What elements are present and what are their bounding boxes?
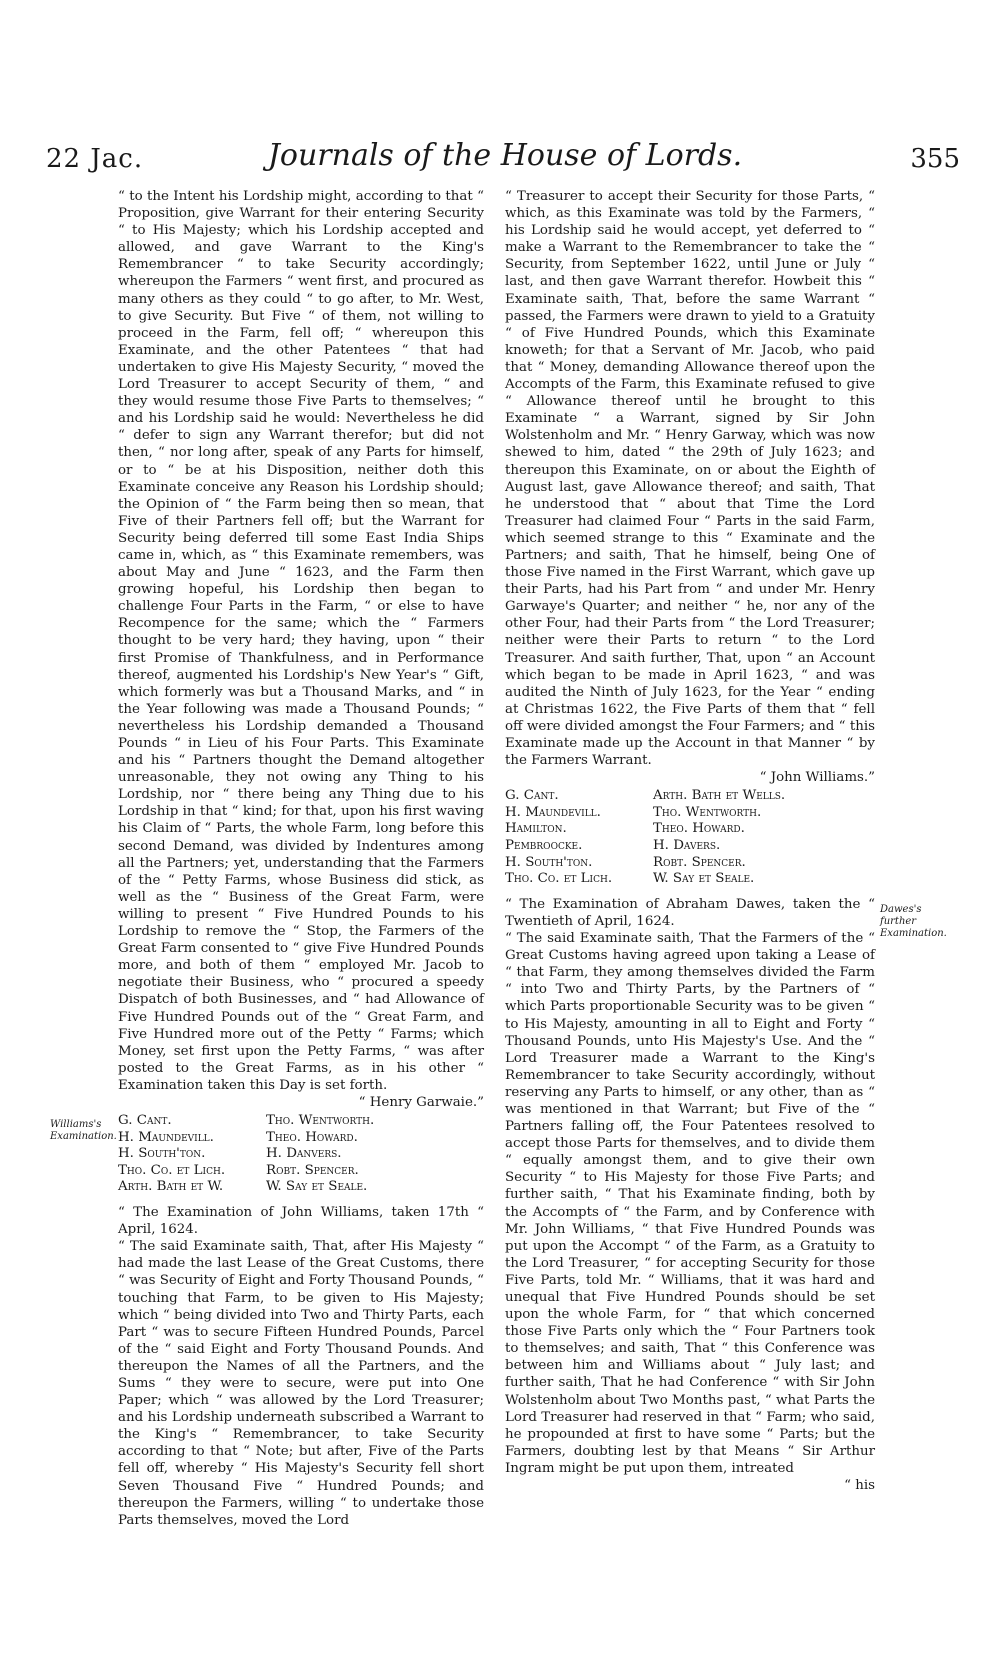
signer: H. South'ton.	[118, 1146, 206, 1162]
signer: H. Maundevill.	[505, 804, 601, 820]
garwaie-examination-text: “ to the Intent his Lordship might, according to that “ Proposition, give Warrant for their entering Security “ to His Majesty; which his Lordship accepted and allowed, and gave Warrant to the King's Remembrancer “ to take Security accordingly; whereupon the Farmers “ went first, and procured as many others as they could “ to go after, to Mr. West, to give Security. But Five “ of them, not willing to proceed in the Farm, fell off; “ whereupon this Examinate, and the other Patentees “ that had undertaken to give His Majesty Security, “ moved the Lord Treasurer to accept Security of them, “ and they would resume those Five Parts to themselves; “ and his Lordship said he would: Nevertheless he did “ defer to sign any Warrant therefor; but did not then, “ nor long after, speak of any Parts for himself, or to “ be at his Disposition, neither doth this Examinate conceive any Reason his Lordship should; the Opinion of “ the Farm being then so mean, that Five of their Partners fell off; but the Warrant for Security being deferred till some East India Ships came in, which, as “ this Examinate remembers, was about May and June “ 1623, and the Farm then growing hopeful, his Lordship then began to challenge Four Parts in the Farm, “ or else to have Recompence for the same; which the “ Farmers thought to be very hard; they having, upon “ their first Promise of Thankfulness, and in Performance thereof, augmented his Lordship's New Year's “ Gift, which formerly was but a Thousand Marks, and “ in the Year following was made a Thousand Pounds; “ nevertheless his Lordship demanded a Thousand Pounds “ in Lieu of his Four Parts. This Examinate and his “ Partners thought the Demand altogether unreasonable, they not owing any Thing to his Lordship, nor “ there being any Thing due to his Lordship in that “ kind; for that, upon his first waving his Claim of “ Parts, the whole Farm, long before this second Demand, was divided by Indentures among all the Partners; yet, understanding that the Farmers of the “ Petty Farms, whose Business did stick, as well as the “ Business of the Great Farm, were willing to present “ Five Hundred Pounds to his Lordship to remove the “ Stop, the Farmers of the Great Farm consented to “ give Five Hundred Pounds more, and both of them “ employed Mr. Jacob to negotiate their Business, who “ procured a speedy Dispatch of both Businesses, and “ had Allowance of Five Hundred Pounds out of the “ Great Farm, and Five Hundred more out of the Petty “ Farms; which Money, set first upon the Petty Farms, “ was after posted to the Great Farms, as in his other “ Examination taken this Day is set forth.	[118, 189, 484, 1093]
page-number: 355	[910, 144, 960, 174]
signer: W. Say et Seale.	[266, 1179, 368, 1195]
garwaie-signature: “ Henry Garwaie.”	[358, 1094, 484, 1110]
signer: Tho. Wentworth.	[653, 804, 762, 820]
signer: Robt. Spencer.	[653, 854, 746, 870]
signer: Hamilton.	[505, 821, 567, 837]
page-header	[40, 128, 970, 188]
signer: W. Say et Seale.	[653, 871, 755, 887]
running-title: Journals of the House of Lords.	[267, 138, 743, 173]
margin-note-williams: Williams's Examination.	[50, 1119, 117, 1142]
williams-signature: “ John Williams.”	[759, 770, 875, 786]
signer: Tho. Co. et Lich.	[505, 871, 613, 887]
running-head-left: 22 Jac.	[46, 144, 144, 174]
dawes-examination-title: “ The Examination of Abraham Dawes, taken the “ Twentieth of April, 1624.	[505, 896, 875, 929]
signer: Arth. Bath et Wells.	[653, 788, 786, 804]
signer: G. Cant.	[505, 788, 559, 804]
signer: Tho. Co. et Lich.	[118, 1162, 226, 1178]
williams-examination-text: “ The said Examinate saith, That, after His Majesty “ had made the last Lease of the Great Customs, there “ was Security of Eight and Forty Thousand Pounds, “ touching that Farm, to be given to His Majesty; which “ being divided into Two and Thirty Parts, each Part “ was to secure Fifteen Hundred Pounds, Parcel of the “ said Eight and Forty Thousand Pounds. And thereupon the Names of all the Partners, and the Sums “ they were to secure, were put into One Paper; which “ was allowed by the Lord Treasurer; and his Lordship underneath subscribed a Warrant to the King's “ Remembrancer, to take Security according to that “ Note; but after, Five of the Parts fell off, whereby “ His Majesty's Security fell short Seven Thousand Five “ Hundred Pounds; and thereupon the Farmers, willing “ to undertake those Parts themselves, moved the Lord	[118, 1239, 484, 1528]
signer: Theo. Howard.	[653, 821, 745, 837]
right-column	[505, 188, 875, 1494]
catchword: “ his	[844, 1478, 875, 1494]
williams-examination-title: “ The Examination of John Williams, taken 17th “ April, 1624.	[118, 1205, 484, 1238]
williams-examination-continued: “ Treasurer to accept their Security for those Parts, “ which, as this Examinate was told by the Farmers, “ his Lordship said he would accept, yet deferred to “ make a Warrant to the Remembrancer to take the “ Security, from September 1622, until June or July “ last, and then gave Warrant therefor. Howbeit this “ Examinate saith, That, before the same Warrant “ passed, the Farmers were drawn to yield to a Gratuity “ of Five Hundred Pounds, which this Examinate knoweth; for that a Servant of Mr. Jacob, who paid that “ Money, demanding Allowance thereof upon the Accompts of the Farm, this Examinate refused to give “ Allowance thereof until he brought to this Examinate “ a Warrant, signed by Sir John Wolstenholm and Mr. “ Henry Garway, which was now shewed to him, dated “ the 29th of July 1623; and thereupon this Examinate, on or about the Eighth of August last, gave Allowance thereof; and saith, That he understood that “ about that Time the Lord Treasurer had claimed Four “ Parts in the said Farm, which seemed strange to this “ Examinate and the Partners; and saith, That he himself, being One of those Five named in the First Warrant, which gave up their Parts, had his Part from “ and under Mr. Henry Garwaye's Quarter; and neither “ he, nor any of the other Four, had their Parts from “ the Lord Treasurer; neither were their Parts to return “ to the Lord Treasurer. And saith further, That, upon “ an Account which began to be made in April 1623, “ and was audited the Ninth of July 1623, for the Year “ ending at Christmas 1622, the Five Parts of them that “ fell off were divided amongst the Four Farmers; and “ this Examinate made up the Account in that Manner “ by the Farmers Warrant.	[505, 189, 875, 769]
signer: Tho. Wentworth.	[266, 1113, 375, 1129]
signers-list-right	[505, 788, 875, 888]
signer: H. Maundevill.	[118, 1129, 214, 1145]
signer: H. Davers.	[653, 838, 721, 854]
signer: Theo. Howard.	[266, 1129, 358, 1145]
signer: Pembroocke.	[505, 838, 583, 854]
left-column	[118, 188, 484, 1529]
margin-note-dawes: Dawes's further Examination.	[880, 904, 947, 939]
signers-list-left	[118, 1113, 484, 1196]
dawes-examination-text: “ The said Examinate saith, That the Farmers of the “ Great Customs having agreed upon taking a Lease of “ that Farm, they among themselves divided the Farm “ into Two and Thirty Parts, by the Partners of “ which Parts proportionable Security was to be given “ to His Majesty, amounting in all to Eight and Forty “ Thousand Pounds, unto His Majesty's Use. And the “ Lord Treasurer made a Warrant to the King's Remembrancer to take Security accordingly, without reserving any Parts to himself, or any other, than as “ was mentioned in that Warrant; but Five of the “ Partners falling off, the Four Patentees resolved to accept those Parts for themselves, and to divide them “ equally amongst them, and to give their own Security “ to His Majesty for those Five Parts; and further saith, “ That his Examinate finding, both by the Accompts of “ the Farm, and by Conference with Mr. John Williams, “ that Five Hundred Pounds was put upon the Accompt “ of the Farm, as a Gratuity to the Lord Treasurer, “ for accepting Security for those Five Parts, told Mr. “ Williams, that it was hard and unequal that Five Hundred Pounds should be set upon the whole Farm, for “ that which concerned those Five Parts only which the “ Four Partners took to themselves; and saith, That “ this Conference was between him and Williams about “ July last; and further saith, That he had Conference “ with Sir John Wolstenholm about Two Months past, “ what Parts the Lord Treasurer had reserved in that “ Farm; who said, he propounded at first to have some “ Parts; but the Farmers, doubting lest by that Means “ Sir Arthur Ingram might be put upon them, intreated	[505, 931, 875, 1476]
signer: G. Cant.	[118, 1113, 172, 1129]
signer: Arth. Bath et W.	[118, 1179, 224, 1195]
signer: H. South'ton.	[505, 854, 593, 870]
signer: Robt. Spencer.	[266, 1162, 359, 1178]
signer: H. Danvers.	[266, 1146, 342, 1162]
